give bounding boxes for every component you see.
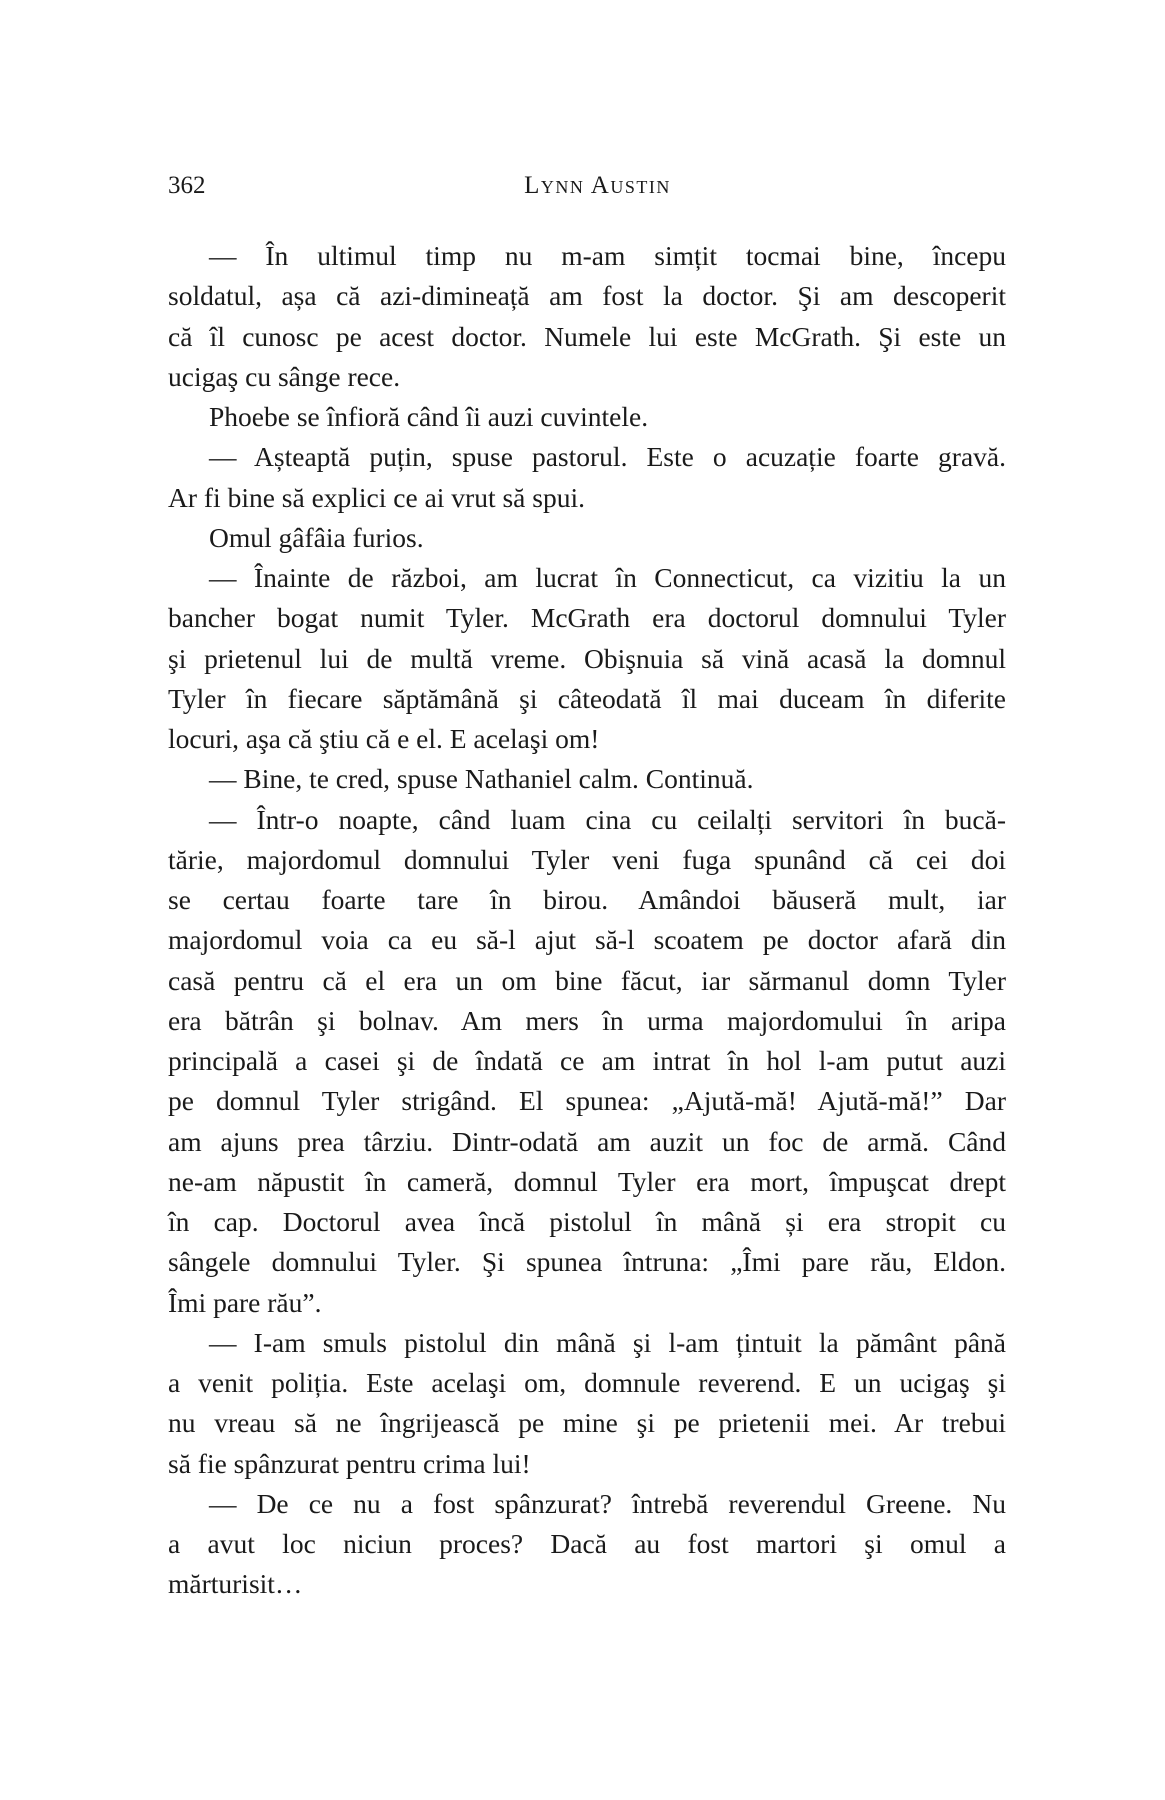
text-line: ucigaş cu sânge rece. (168, 360, 401, 392)
text-line: mărturisit… (168, 1568, 303, 1600)
text-line: în cap. Doctorul avea încă pistolul în mână și era stropit cu (168, 1206, 1006, 1237)
text-line: Phoebe se înfioră când îi auzi cuvintele. (209, 401, 649, 432)
text-line: — În ultimul timp nu m-am simțit tocmai bine, începu (209, 240, 1006, 271)
text-line: şi prietenul lui de multă vreme. Obişnuia să vină acasă la domnul (168, 642, 1006, 674)
paragraph (168, 397, 1006, 437)
paragraph (168, 236, 1006, 397)
paragraph (168, 437, 1006, 518)
text-line: am ajuns prea târziu. Dintr-odată am auzit un foc de armă. Când (168, 1125, 1006, 1157)
text-line: ne-am năpustit în cameră, domnul Tyler era mort, împuşcat drept (168, 1165, 1006, 1197)
text-line: casă pentru că el era un om bine făcut, iar sărmanul domn Tyler (168, 964, 1006, 996)
text-line: că îl cunosc pe acest doctor. Numele lui este McGrath. Şi este un (168, 320, 1006, 352)
text-line: — I-am smuls pistolul din mână şi l-am țintuit la pământ până (209, 1326, 1006, 1358)
paragraph (168, 558, 1006, 759)
text-line: — Într-o noapte, când luam cina cu ceilalți servitori în bucă- (209, 803, 1006, 835)
paragraph (168, 518, 1006, 558)
page-number: 362 (168, 172, 206, 199)
text-line: bancher bogat numit Tyler. McGrath era doctorul domnului Tyler (168, 602, 1006, 634)
text-line: Tyler în fiecare săptămână şi câteodată îl mai duceam în diferite (168, 682, 1006, 714)
text-line: sângele domnului Tyler. Şi spunea întruna: „Îmi pare rău, Eldon. (168, 1246, 1006, 1278)
text-line: să fie spânzurat pentru crima lui! (168, 1447, 531, 1479)
text-line: era bătrân şi bolnav. Am mers în urma majordomului în aripa (168, 1004, 1006, 1036)
text-line: majordomul voia ca eu să-l ajut să-l scoatem pe doctor afară din (168, 924, 1006, 956)
body-text (168, 236, 1006, 1605)
text-line: soldatul, așa că azi-dimineață am fost la doctor. Şi am descoperit (168, 280, 1006, 312)
paragraph (168, 759, 1006, 799)
text-line: a venit poliția. Este acelaşi om, domnule reverend. E un ucigaş şi (168, 1367, 1006, 1398)
paragraph (168, 1323, 1006, 1484)
text-line: — Așteaptă puțin, spuse pastorul. Este o acuzație foarte gravă. (209, 441, 1006, 473)
text-line: — Înainte de război, am lucrat în Connecticut, ca vizitiu la un (209, 562, 1006, 593)
text-line: a avut loc niciun proces? Dacă au fost martori şi omul a (168, 1528, 1006, 1559)
text-line: — De ce nu a fost spânzurat? întrebă reverendul Greene. Nu (209, 1487, 1006, 1519)
text-line: principală a casei şi de îndată ce am intrat în hol l-am putut auzi (168, 1045, 1006, 1076)
text-line: Omul gâfâia furios. (209, 521, 424, 553)
paragraph (168, 1484, 1006, 1605)
text-line: Ar fi bine să explici ce ai vrut să spui. (168, 481, 585, 513)
text-line: nu vreau să ne îngrijească pe mine şi pe prietenii mei. Ar trebui (168, 1407, 1006, 1439)
text-line: se certau foarte tare în birou. Amândoi băuseră mult, iar (168, 884, 1006, 915)
running-head-author: Lynn Austin (524, 172, 671, 199)
text-line: tărie, majordomul domnului Tyler veni fuga spunând că cei doi (168, 843, 1006, 875)
text-line: pe domnul Tyler strigând. El spunea: „Ajută-mă! Ajută-mă!” Dar (168, 1085, 1006, 1117)
paragraph (168, 800, 1006, 1323)
text-line: — Bine, te cred, spuse Nathaniel calm. Continuă. (209, 763, 754, 795)
text-line: Îmi pare rău”. (168, 1286, 322, 1318)
text-line: locuri, aşa că ştiu că e el. E acelaşi om! (168, 723, 600, 754)
